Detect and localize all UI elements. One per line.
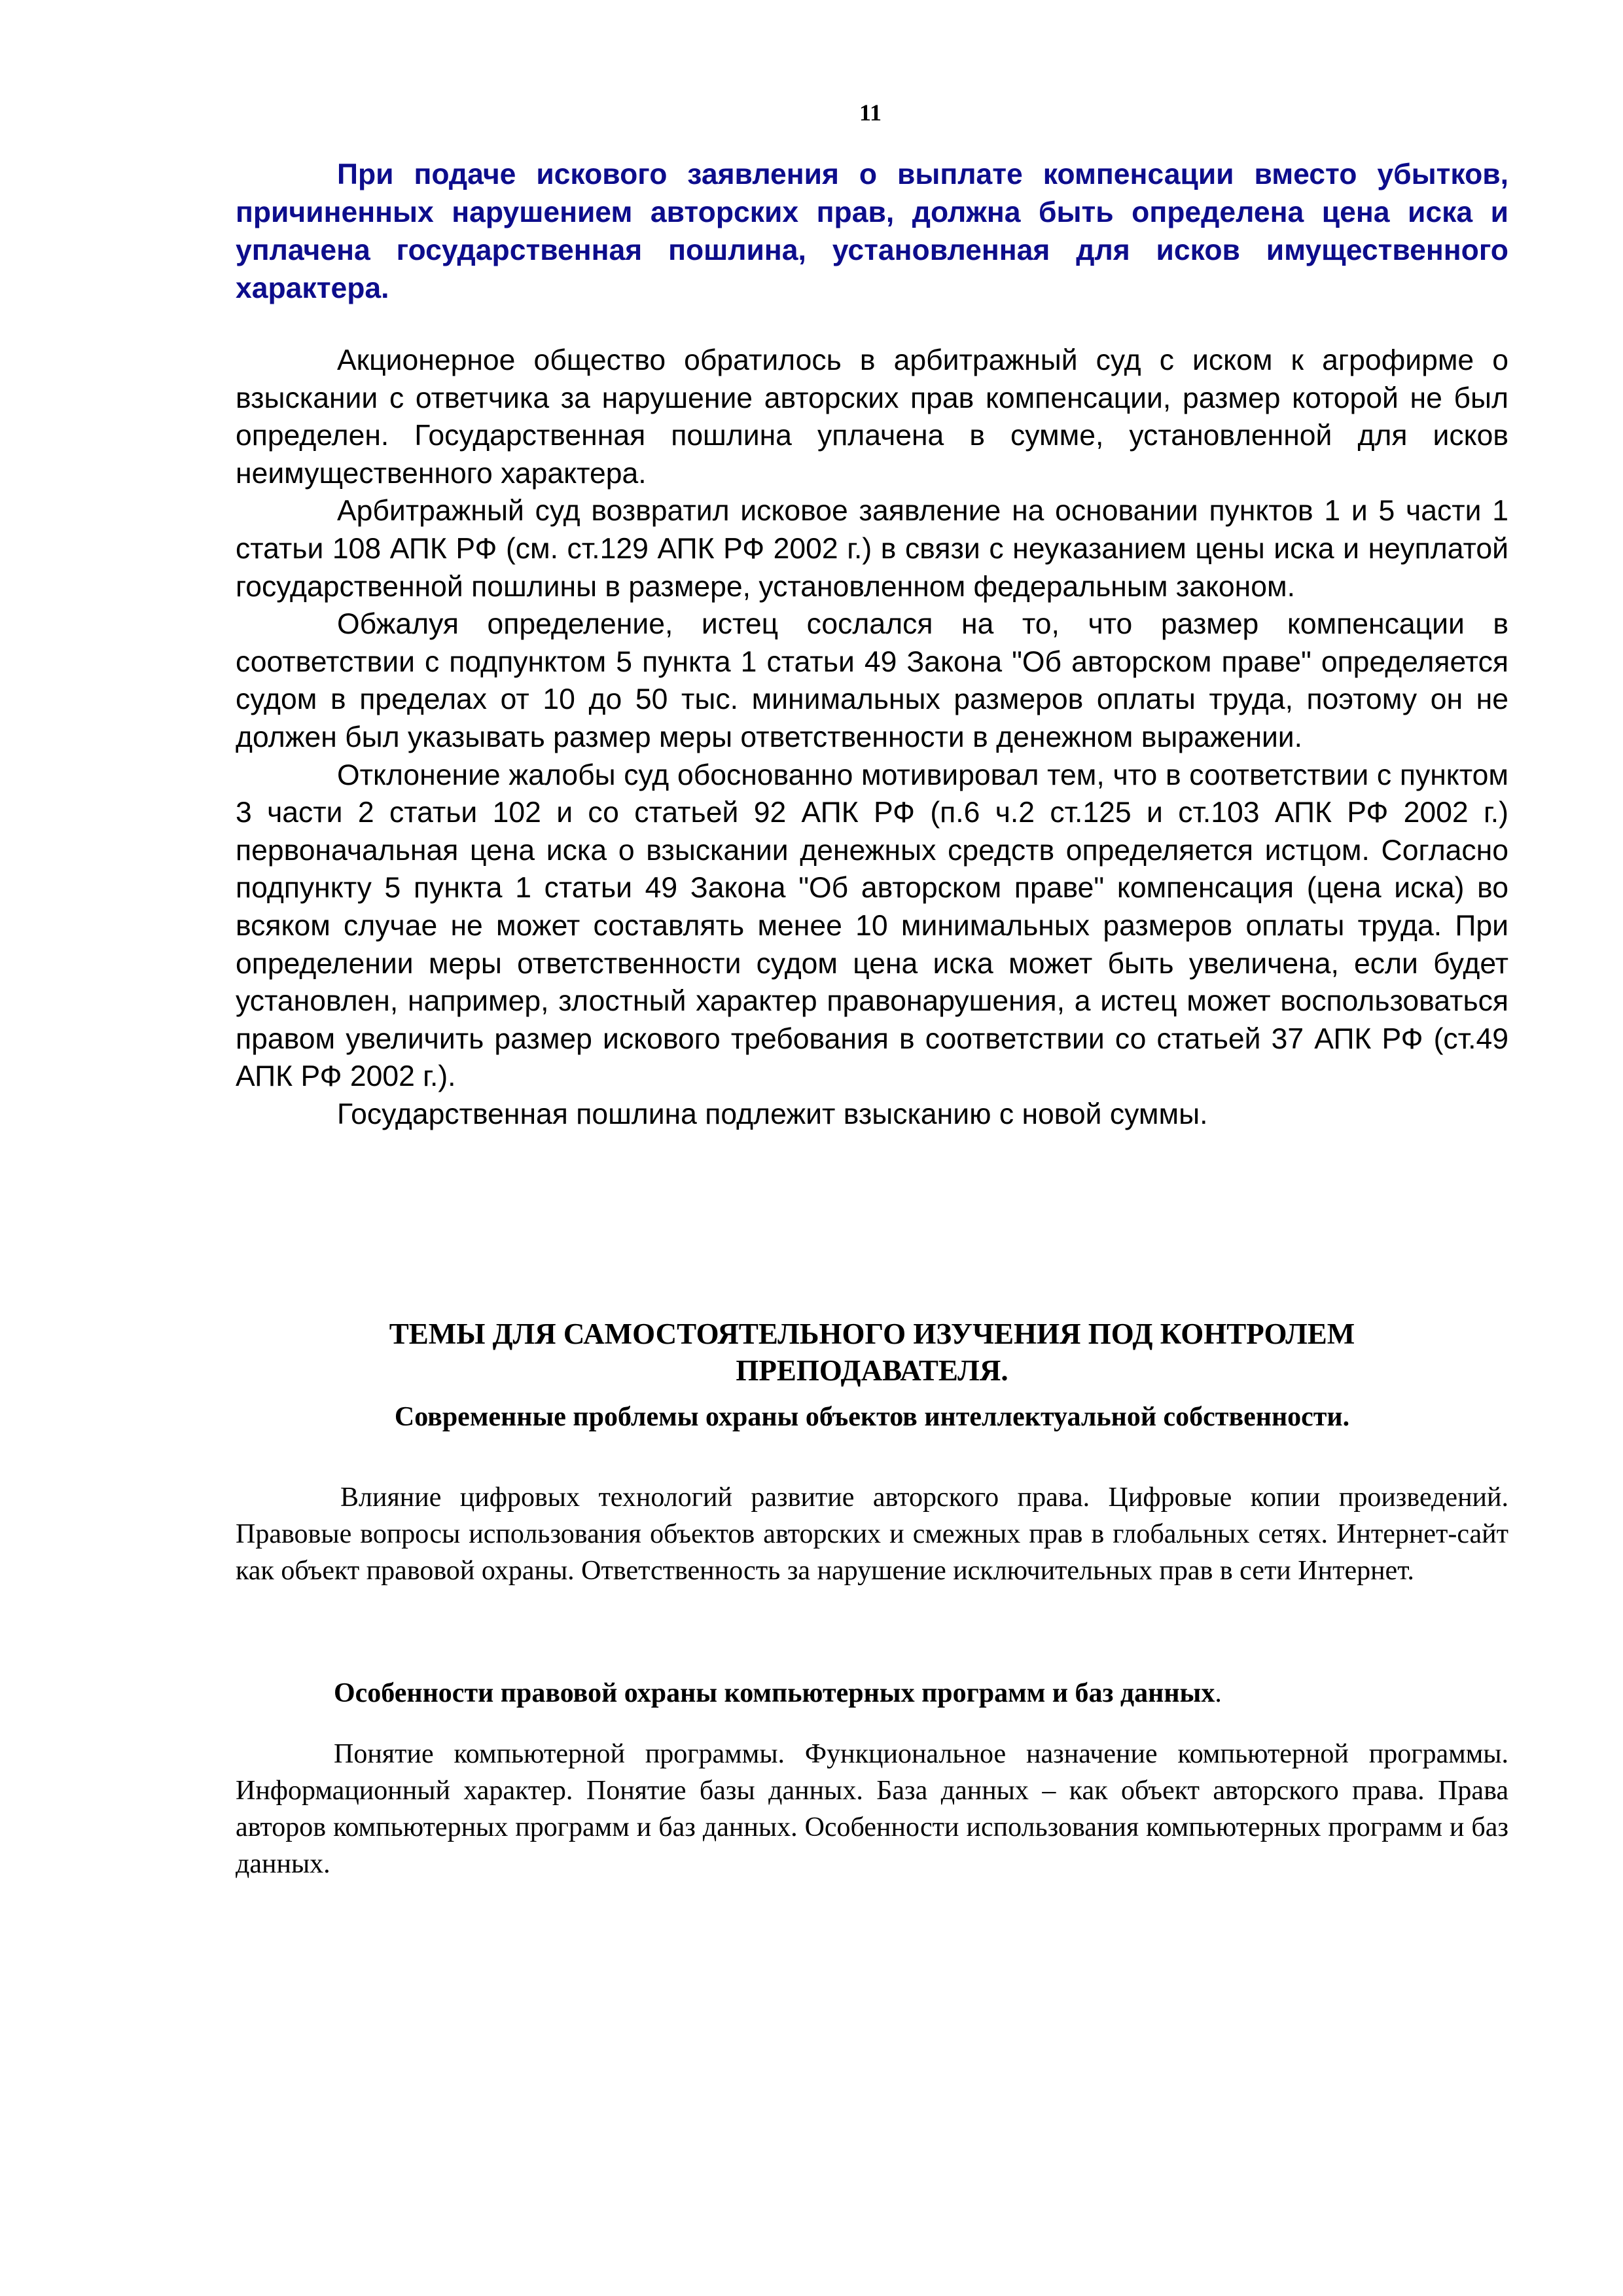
- topic-heading-period: .: [1215, 1678, 1222, 1708]
- topics-section-title: [236, 1316, 1508, 1389]
- topic-heading: [334, 1676, 1508, 1711]
- page-number: 11: [859, 99, 882, 126]
- case-paragraph: Арбитражный суд возвратил исковое заявление на основании пунктов 1 и 5 части 1 статьи 108 АПК РФ (см. ст.129 АПК РФ 2002 г.) в связи с неуказанием цены иска и неуплатой государственной пошлины в размере, установленном федеральным законом.: [236, 495, 1508, 603]
- topics-title-line: ТЕМЫ ДЛЯ САМОСТОЯТЕЛЬНОГО ИЗУЧЕНИЯ ПОД КОНТРОЛЕМ: [389, 1318, 1355, 1350]
- topics-title-line: ПРЕПОДАВАТЕЛЯ.: [736, 1354, 1008, 1387]
- case-description: [236, 342, 1508, 1133]
- case-paragraph: Государственная пошлина подлежит взысканию с новой суммы.: [337, 1098, 1208, 1130]
- topic-heading-text: Особенности правовой охраны компьютерных программ и баз данных: [334, 1678, 1215, 1708]
- case-paragraph: Акционерное общество обратилось в арбитражный суд с иском к агрофирме о взыскании с ответчика за нарушение авторских прав компенсации, размер которой не был определен. Государственная пошлина уплачена в сумме, установленной для исков неимущественного характера.: [236, 344, 1508, 490]
- case-paragraph: Обжалуя определение, истец сослался на то, что размер компенсации в соответствии с подпунктом 5 пункта 1 статьи 49 Закона "Об авторском праве" определяется судом в пределах от 10 до 50 тыс. минимальных размеров оплаты труда, поэтому он не должен был указывать размер меры ответственности в денежном выражении.: [236, 608, 1508, 753]
- topic-heading: Современные проблемы охраны объектов интеллектуальной собственности.: [394, 1402, 1350, 1432]
- topic-text: Понятие компьютерной программы. Функциональное назначение компьютерной программы. Информационный характер. Понятие базы данных. База данных – как объект авторского права. Права авторов компьютерных программ и баз данных. Особенности использования компьютерных программ и баз данных.: [236, 1739, 1508, 1879]
- topic-text: Влияние цифровых технологий развитие авторского права. Цифровые копии произведений. Правовые вопросы использования объектов авторских и смежных прав в глобальных сетях. Интернет-сайт как объект правовой охраны. Ответственность за нарушение исключительных прав в сети Интернет.: [236, 1482, 1508, 1586]
- lead-paragraph: При подаче искового заявления о выплате компенсации вместо убытков, причиненных нарушением авторских прав, должна быть определена цена иска и уплачена государственная пошлина, установленная для исков имущественного характера.: [236, 158, 1508, 304]
- case-paragraph: Отклонение жалобы суд обоснованно мотивировал тем, что в соответствии с пунктом 3 части 2 статьи 102 и со статьей 92 АПК РФ (п.6 ч.2 ст.125 и ст.103 АПК РФ 2002 г.) первоначальная цена иска о взыскании денежных средств определяется истцом. Согласно подпункту 5 пункта 1 статьи 49 Закона "Об авторском праве" компенсация (цена иска) во всяком случае не может составлять менее 10 минимальных размеров оплаты труда. При определении меры ответственности судом цена иска может быть увеличена, если будет установлен, например, злостный характер правонарушения, а истец может воспользоваться правом увеличить размер искового требования в соответствии со статьей 37 АПК РФ (ст.49 АПК РФ 2002 г.).: [236, 759, 1508, 1093]
